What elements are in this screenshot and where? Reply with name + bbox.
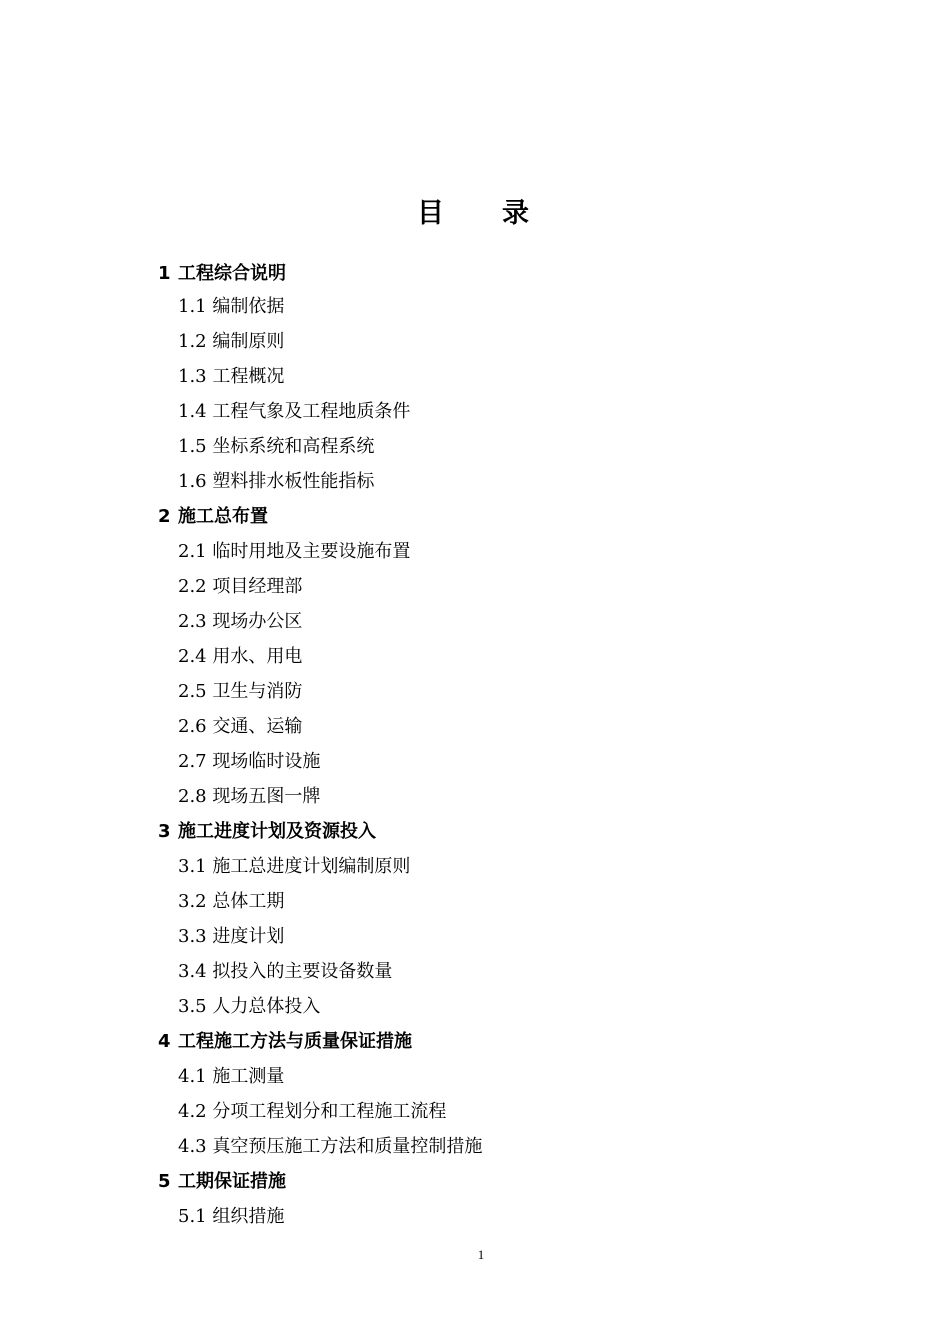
toc-item: 3.3 进度计划 [178,926,285,947]
table-of-contents [158,256,798,1234]
toc-item: 5.1 组织措施 [178,1206,285,1227]
toc-item: 1.3 工程概况 [178,366,285,387]
toc-item: 2.6 交通、运输 [178,716,303,737]
toc-item: 3.4 拟投入的主要设备数量 [178,961,393,982]
toc-item: 1.6 塑料排水板性能指标 [178,471,375,492]
toc-item: 1.5 坐标系统和高程系统 [178,436,375,457]
toc-item: 1.4 工程气象及工程地质条件 [178,401,411,422]
toc-section-number: 2 [158,506,171,527]
toc-item: 4.3 真空预压施工方法和质量控制措施 [178,1136,483,1157]
toc-item: 2.2 项目经理部 [178,576,303,597]
toc-section-number: 1 [158,263,171,284]
toc-section-label: 工程综合说明 [178,263,286,284]
toc-section-label: 施工总布置 [178,506,268,527]
toc-item: 2.8 现场五图一牌 [178,786,321,807]
toc-item: 4.1 施工测量 [178,1066,285,1087]
page-number: 1 [477,1247,485,1262]
toc-item: 3.5 人力总体投入 [178,996,321,1017]
toc-item: 3.2 总体工期 [178,891,285,912]
toc-section-2 [158,499,798,534]
toc-section-number: 5 [158,1171,171,1192]
toc-item: 2.4 用水、用电 [178,646,303,667]
toc-section-number: 3 [158,821,171,842]
toc-section-3 [158,814,798,849]
toc-section-label: 工期保证措施 [178,1171,286,1192]
toc-item: 1.2 编制原则 [178,331,285,352]
toc-item: 1.1 编制依据 [178,296,285,317]
toc-item: 2.7 现场临时设施 [178,751,321,772]
toc-item: 2.1 临时用地及主要设施布置 [178,541,411,562]
toc-section-label: 施工进度计划及资源投入 [178,821,376,842]
toc-item: 3.1 施工总进度计划编制原则 [178,856,411,877]
toc-section-5 [158,1164,798,1199]
toc-section-number: 4 [158,1031,171,1052]
toc-section-1 [158,256,798,289]
toc-section-4 [158,1024,798,1059]
toc-section-label: 工程施工方法与质量保证措施 [178,1031,412,1052]
toc-item: 2.3 现场办公区 [178,611,303,632]
toc-title: 目录 [417,198,587,229]
toc-item: 2.5 卫生与消防 [178,681,303,702]
toc-item: 4.2 分项工程划分和工程施工流程 [178,1101,447,1122]
